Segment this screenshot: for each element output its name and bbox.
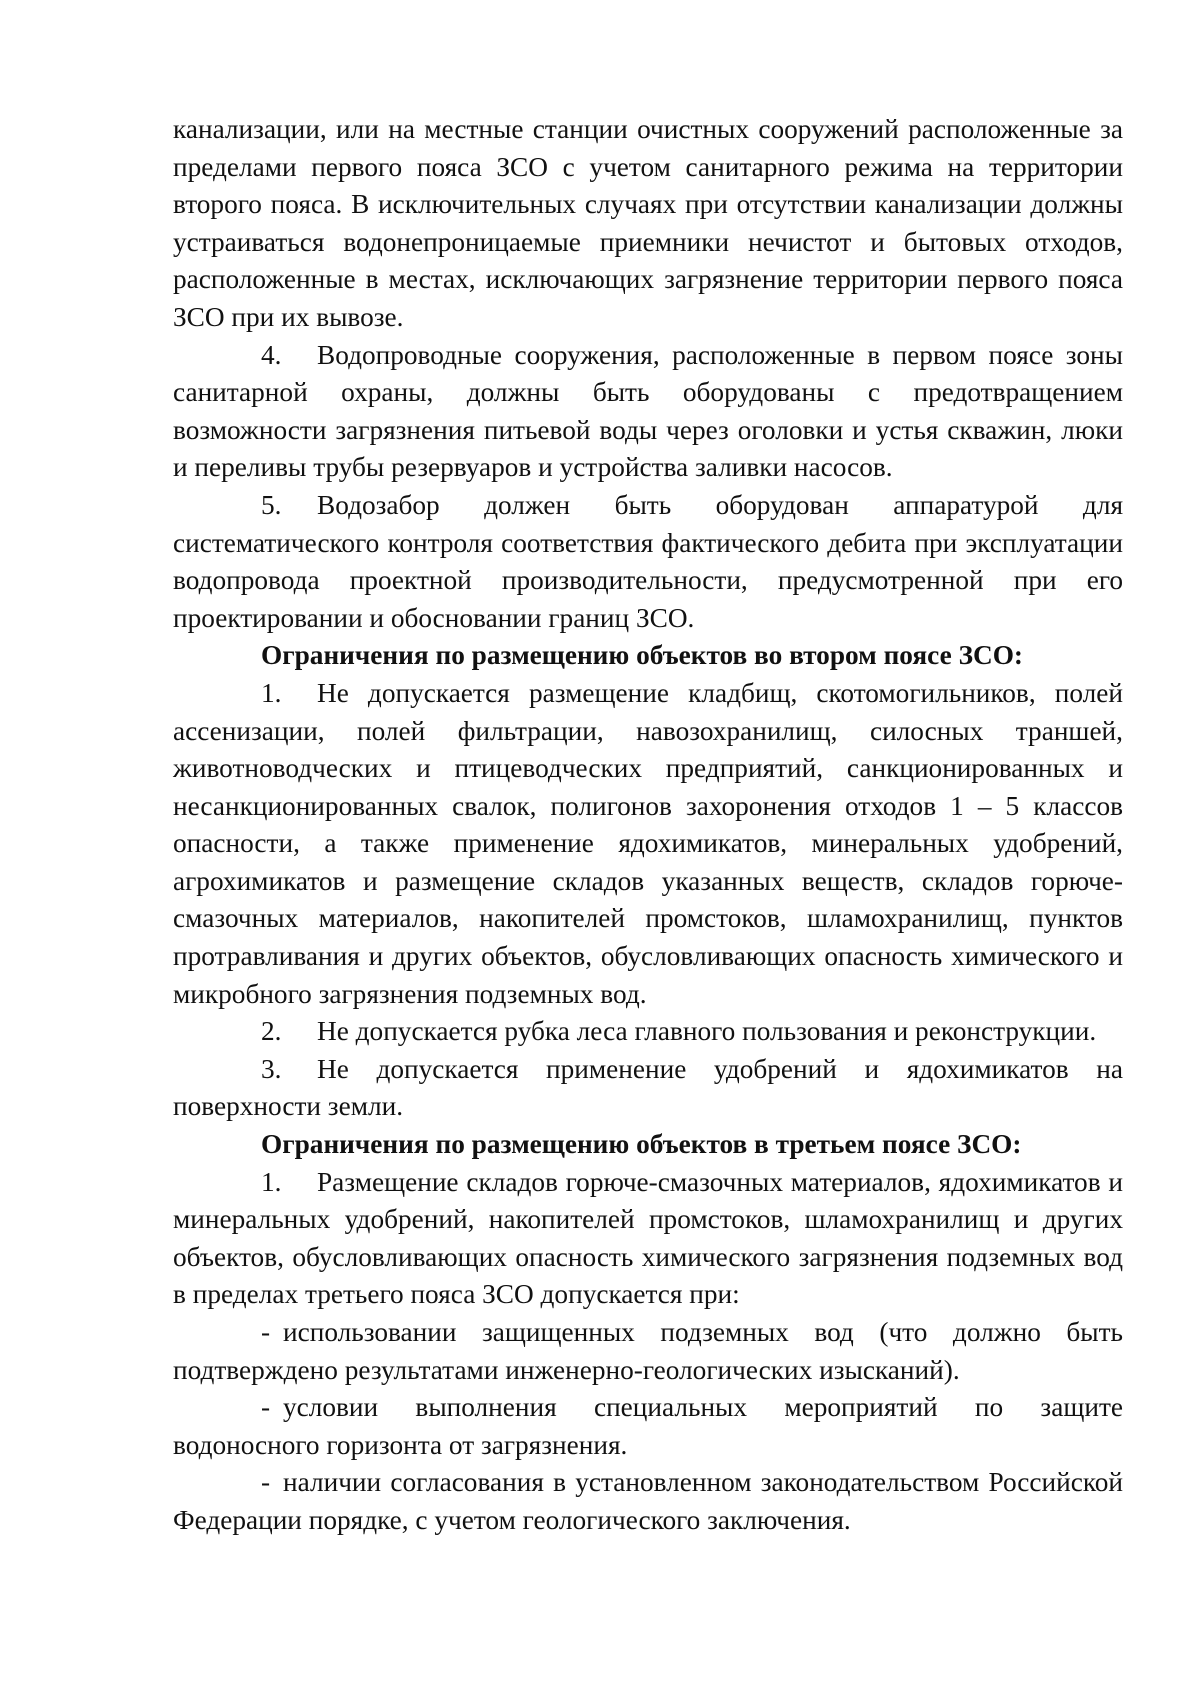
bullet-text: использовании защищенных подземных вод (что должно быть подтверждено результатами инженерно-геологических изысканий). (173, 1317, 1123, 1385)
list-item (173, 1164, 1123, 1314)
item-number: 5. (261, 489, 282, 520)
item-text: Размещение складов горюче-смазочных материалов, ядохимикатов и минеральных удобрений, накопителей промстоков, шламохранилищ и других объектов, обусловливающих опасность химического загрязнения подземных вод в пределах третьего пояса ЗСО допускается при: (173, 1166, 1123, 1310)
item-text: Не допускается применение удобрений и ядохимикатов на поверхности земли. (173, 1053, 1123, 1122)
bullet-dash: - (261, 1317, 271, 1347)
section-heading-third-belt: Ограничения по размещению объектов в третьем поясе ЗСО: (261, 1129, 1022, 1160)
item-number: 1. (261, 1166, 282, 1197)
item-number: 1. (261, 677, 282, 708)
item-text: Не допускается рубка леса главного пользования и реконструкции. (317, 1016, 1097, 1047)
document-page (173, 111, 1123, 1540)
list-item-4 (173, 337, 1123, 487)
list-item (173, 1051, 1123, 1126)
bullet-text: наличии согласования в установленном законодательством Российской Федерации порядке, с учетом геологического заключения. (173, 1467, 1123, 1535)
bullet-item (173, 1314, 1123, 1389)
item-text: Водопроводные сооружения, расположенные в первом поясе зоны санитарной охраны, должны быть оборудованы с предотвращением возможности загрязнения питьевой воды через оголовки и устья скважин, люки и переливы трубы резервуаров и устройства заливки насосов. (173, 339, 1123, 483)
item-number: 2. (261, 1016, 282, 1047)
item-text: Не допускается размещение кладбищ, скотомогильников, полей ассенизации, полей фильтрации, навозохранилищ, силосных траншей, животноводческих и птицеводческих предприятий, санкционированных и несанкционированных свалок, полигонов захоронения отходов 1 – 5 классов опасности, а также применение ядохимикатов, минеральных удобрений, агрохимикатов и размещение складов указанных веществ, складов горюче-смазочных материалов, накопителей промстоков, шламохранилищ, пунктов протравливания и других объектов, обусловливающих опасность химического и микробного загрязнения подземных вод. (173, 677, 1123, 1009)
bullet-item (173, 1389, 1123, 1464)
item-text: Водозабор должен быть оборудован аппаратурой для систематического контроля соответствия фактического дебита при эксплуатации водопровода проектной производительности, предусмотренной при его проектировании и обосновании границ ЗСО. (173, 489, 1123, 633)
bullet-dash: - (261, 1392, 271, 1423)
item-number: 3. (261, 1053, 282, 1084)
paragraph-continuation: канализации, или на местные станции очистных сооружений расположенные за пределами первого пояса ЗСО с учетом санитарного режима на территории второго пояса. В исключительных случаях при отсутствии канализации должны устраиваться водонепроницаемые приемники нечистот и бытовых отходов, расположенные в местах, исключающих загрязнение территории первого пояса ЗСО при их вывозе. (173, 114, 1123, 332)
item-number: 4. (261, 339, 282, 370)
list-item (173, 675, 1123, 1013)
list-item-5 (173, 487, 1123, 637)
bullet-text: условии выполнения специальных мероприятий по защите водоносного горизонта от загрязнения. (173, 1392, 1123, 1460)
section-heading-second-belt: Ограничения по размещению объектов во втором поясе ЗСО: (261, 640, 1024, 671)
list-item (173, 1013, 1123, 1051)
bullet-item (173, 1464, 1123, 1539)
bullet-dash: - (261, 1467, 271, 1498)
